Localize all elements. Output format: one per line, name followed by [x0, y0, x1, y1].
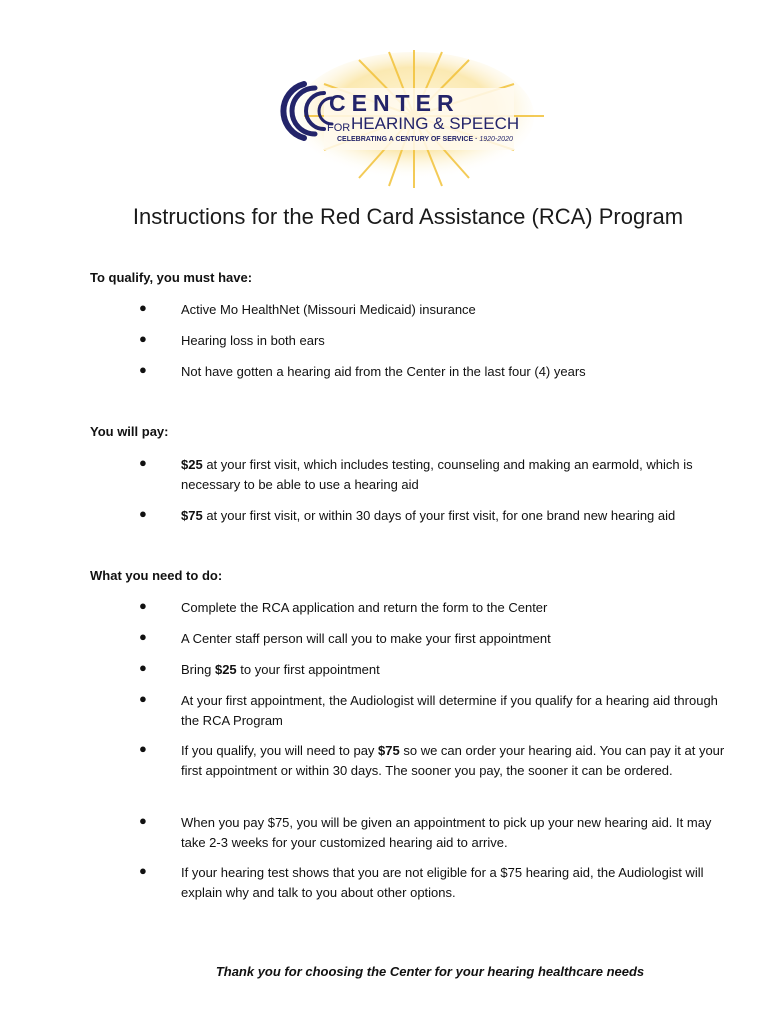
- logo-tagline: [337, 136, 513, 143]
- list-item-text: [181, 741, 737, 781]
- todo-text-bold: $25: [214, 662, 237, 677]
- logo-years: 1920-2020: [479, 136, 513, 143]
- todo-text-pre: If your hearing test shows that you are not eligible for a $75 hearing aid, the Audiologist will explain why and talk to you about other options.: [181, 865, 704, 900]
- list-item-text: [181, 506, 737, 526]
- page-title: Instructions for the Red Card Assistance (RCA) Program: [132, 204, 684, 229]
- bullet-icon: ●: [139, 331, 147, 346]
- logo-tagline-text: CELEBRATING A CENTURY OF SERVICE: [337, 136, 474, 143]
- center-logo: [264, 50, 550, 190]
- logo-center-word: CENTER: [329, 90, 460, 116]
- todo-text-pre: Complete the RCA application and return the form to the Center: [181, 600, 548, 615]
- list-item-text: Hearing loss in both ears: [181, 333, 325, 348]
- qualify-heading: To qualify, you must have:: [90, 270, 253, 285]
- pay-item-text: at your first visit, which includes testing, counseling and making an earmold, which is necessary to be able to use a hearing aid: [181, 457, 693, 492]
- list-item-text: Not have gotten a hearing aid from the Center in the last four (4) years: [181, 364, 586, 379]
- todo-text-post: to your first appointment: [236, 662, 380, 677]
- list-item-text: [181, 863, 737, 903]
- logo-hearing-speech: HEARING & SPEECH: [351, 114, 520, 133]
- list-item-text: [181, 691, 737, 731]
- bullet-icon: ●: [139, 300, 147, 315]
- list-item-text: [181, 598, 737, 618]
- pay-heading: You will pay:: [90, 424, 169, 439]
- todo-text-pre: If you qualify, you will need to pay: [181, 743, 379, 758]
- bullet-icon: ●: [139, 506, 147, 521]
- todo-text-pre: Bring: [181, 662, 215, 677]
- todo-text-pre: At your first appointment, the Audiologist will determine if you qualify for a hearing aid through the RCA Program: [181, 693, 718, 728]
- bullet-icon: ●: [139, 741, 147, 756]
- bullet-icon: ●: [139, 863, 147, 878]
- logo-tagline-sep: ·: [475, 136, 478, 143]
- list-item-text: [181, 455, 737, 495]
- bullet-icon: ●: [139, 455, 147, 470]
- todo-text-pre: A Center staff person will call you to make your first appointment: [181, 631, 551, 646]
- bullet-icon: ●: [139, 813, 147, 828]
- bullet-icon: ●: [139, 660, 147, 675]
- amount-25: $25: [181, 457, 203, 472]
- list-item-text: Active Mo HealthNet (Missouri Medicaid) insurance: [181, 302, 476, 317]
- bullet-icon: ●: [139, 691, 147, 706]
- list-item-text: [181, 660, 737, 680]
- todo-text-post: so we can order your hearing aid. You can pay it at your first appointment or within 30 days. The sooner you pay, the sooner it can be ordered.: [181, 743, 725, 778]
- todo-heading: What you need to do:: [90, 568, 223, 583]
- todo-text-pre: When you pay $75, you will be given an appointment to pick up your new hearing aid. It may take 2-3 weeks for your customized hearing aid to arrive.: [181, 815, 712, 850]
- pay-item-text: at your first visit, or within 30 days of your first visit, for one brand new hearing aid: [202, 508, 676, 523]
- amount-75: $75: [181, 508, 203, 523]
- thank-you-footer: Thank you for choosing the Center for your hearing healthcare needs: [215, 964, 645, 979]
- bullet-icon: ●: [139, 362, 147, 377]
- bullet-icon: ●: [139, 629, 147, 644]
- logo-for-word: FOR: [327, 122, 351, 134]
- todo-text-bold: $75: [378, 743, 400, 758]
- list-item-text: [181, 813, 737, 853]
- list-item-text: [181, 629, 737, 649]
- bullet-icon: ●: [139, 598, 147, 613]
